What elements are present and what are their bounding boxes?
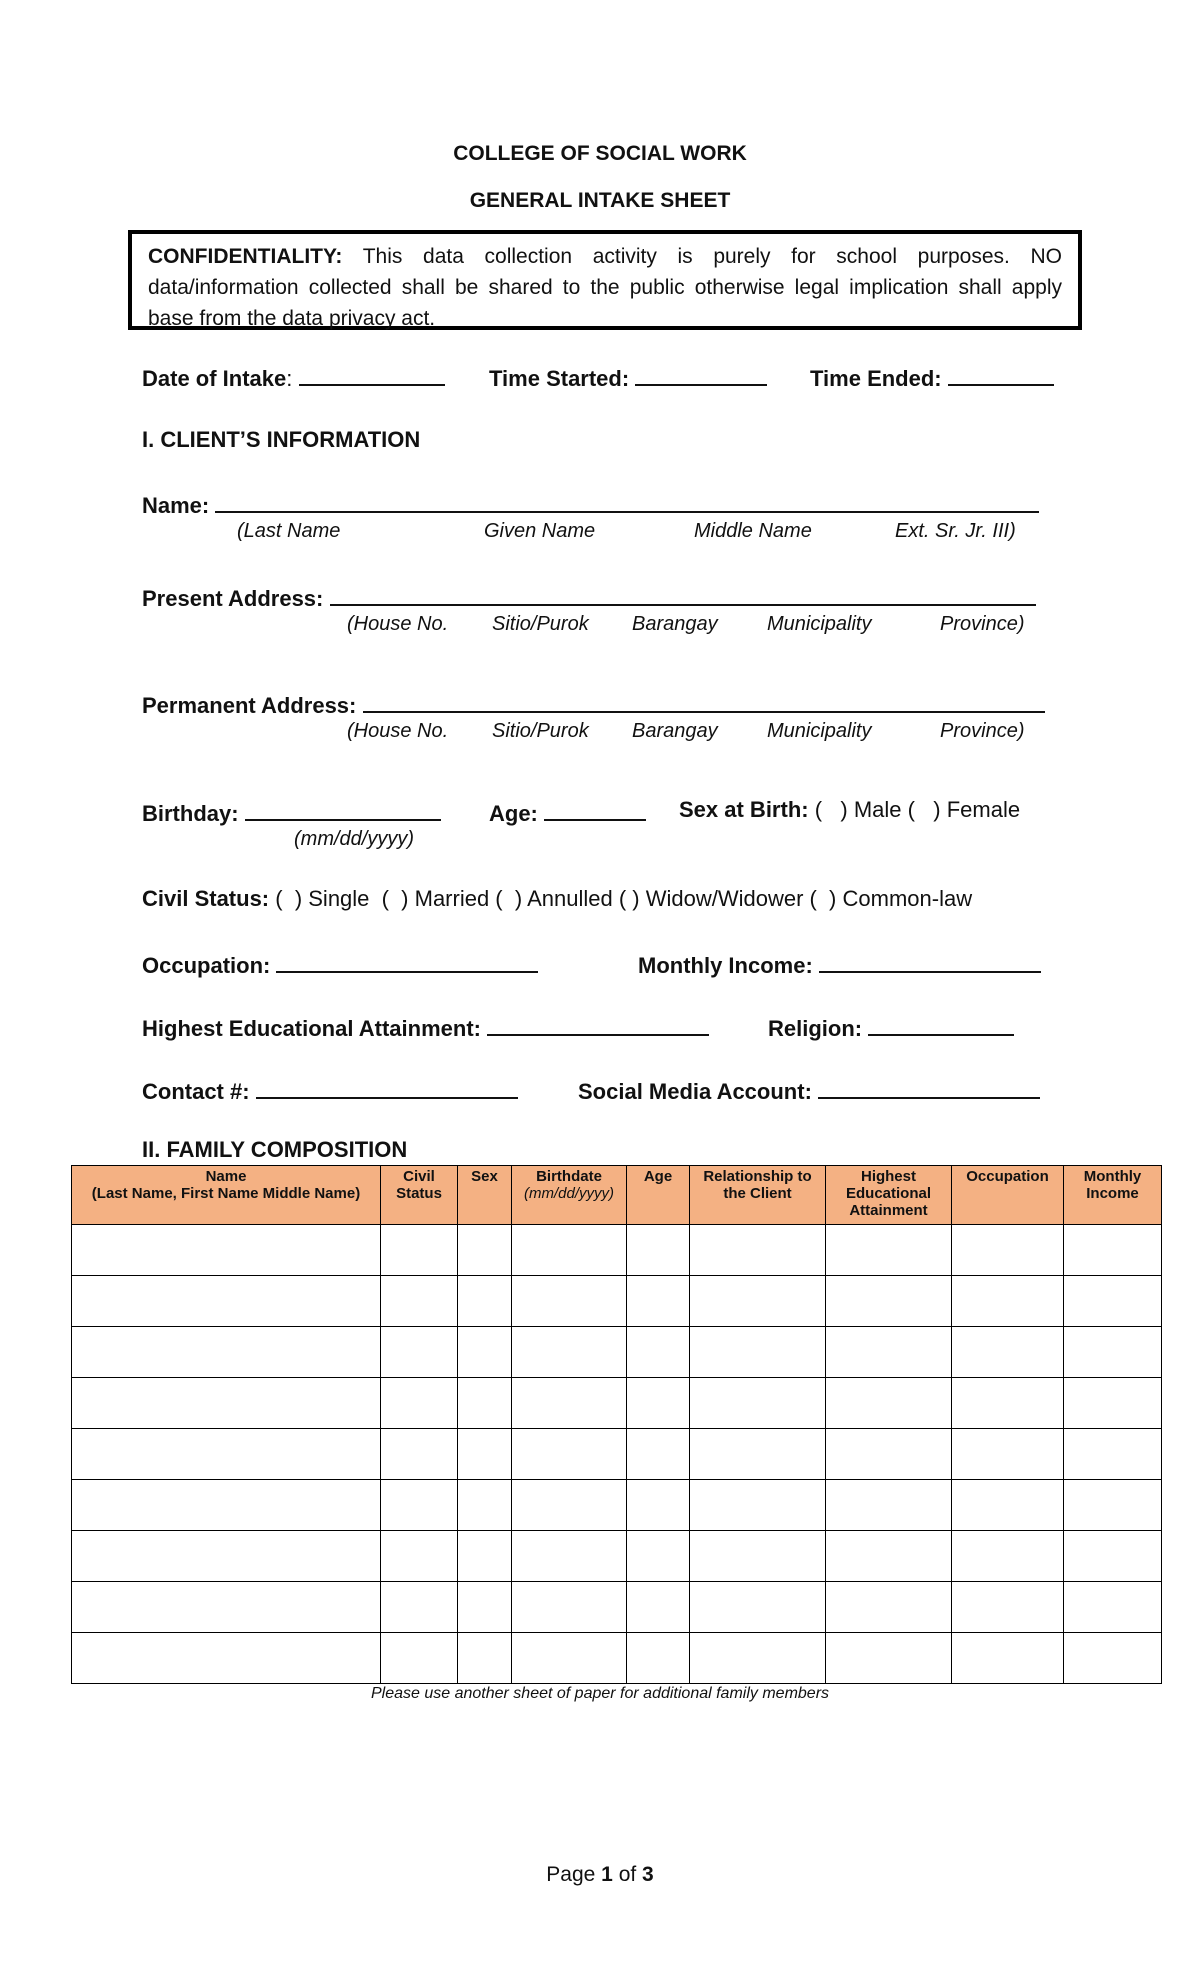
table-cell[interactable] <box>690 1429 826 1480</box>
name-hint-middle: Middle Name <box>694 520 812 542</box>
family-table-header-row <box>72 1166 1162 1225</box>
name-field[interactable] <box>215 489 1039 513</box>
table-cell[interactable] <box>72 1531 381 1582</box>
table-cell[interactable] <box>381 1480 458 1531</box>
table-row <box>72 1531 1162 1582</box>
time-started-label: Time Started: <box>489 366 630 391</box>
table-cell[interactable] <box>458 1582 512 1633</box>
col-header-relationship: Relationship to the Client <box>690 1166 826 1225</box>
present-address-row <box>142 582 1036 612</box>
table-row <box>72 1429 1162 1480</box>
occupation-row <box>142 949 538 979</box>
name-hint-given: Given Name <box>484 520 596 542</box>
date-of-intake-label: Date of Intake <box>142 366 287 391</box>
time-started-field[interactable] <box>635 362 767 386</box>
age-row <box>489 797 646 827</box>
table-cell[interactable] <box>458 1429 512 1480</box>
table-cell[interactable] <box>690 1480 826 1531</box>
table-cell[interactable] <box>826 1429 952 1480</box>
table-cell[interactable] <box>72 1582 381 1633</box>
col-header-age: Age <box>627 1166 690 1225</box>
birthday-field[interactable] <box>245 797 441 821</box>
table-cell[interactable] <box>458 1531 512 1582</box>
table-cell[interactable] <box>627 1480 690 1531</box>
table-cell[interactable] <box>826 1378 952 1429</box>
permanent-hint-province: Province) <box>940 720 1025 742</box>
table-cell[interactable] <box>627 1327 690 1378</box>
table-cell[interactable] <box>458 1225 512 1276</box>
table-cell[interactable] <box>458 1633 512 1684</box>
monthly-income-field[interactable] <box>819 949 1041 973</box>
age-field[interactable] <box>544 797 646 821</box>
name-label: Name: <box>142 493 210 518</box>
table-cell[interactable] <box>1064 1378 1162 1429</box>
monthly-income-label: Monthly Income: <box>638 953 813 978</box>
table-cell[interactable] <box>826 1633 952 1684</box>
confidentiality-box <box>128 230 1082 330</box>
permanent-address-field[interactable] <box>363 689 1045 713</box>
table-cell[interactable] <box>627 1225 690 1276</box>
date-of-intake-field[interactable] <box>299 362 445 386</box>
table-cell[interactable] <box>952 1633 1064 1684</box>
permanent-hint-house: (House No. <box>347 720 449 742</box>
table-cell[interactable] <box>381 1327 458 1378</box>
table-cell[interactable] <box>952 1480 1064 1531</box>
education-label: Highest Educational Attainment: <box>142 1016 481 1041</box>
table-cell[interactable] <box>458 1378 512 1429</box>
permanent-address-row <box>142 689 1045 719</box>
intake-date-row <box>142 362 445 392</box>
client-info-heading: I. CLIENT’S INFORMATION <box>142 427 421 452</box>
table-cell[interactable] <box>627 1378 690 1429</box>
table-cell[interactable] <box>381 1225 458 1276</box>
table-cell[interactable] <box>826 1582 952 1633</box>
religion-row <box>768 1012 1014 1042</box>
table-cell[interactable] <box>690 1531 826 1582</box>
table-cell[interactable] <box>72 1327 381 1378</box>
table-cell[interactable] <box>952 1531 1064 1582</box>
confidentiality-label: CONFIDENTIALITY: <box>148 245 343 268</box>
table-cell[interactable] <box>381 1582 458 1633</box>
table-cell[interactable] <box>1064 1225 1162 1276</box>
table-cell[interactable] <box>952 1225 1064 1276</box>
monthly-income-row <box>638 949 1041 979</box>
col-header-birthdate: Birthdate (mm/dd/yyyy) <box>512 1166 627 1225</box>
table-cell[interactable] <box>512 1276 627 1327</box>
table-cell[interactable] <box>952 1429 1064 1480</box>
table-cell[interactable] <box>72 1378 381 1429</box>
present-hint-sitio: Sitio/Purok <box>492 613 589 635</box>
table-cell[interactable] <box>690 1276 826 1327</box>
table-cell[interactable] <box>512 1531 627 1582</box>
contact-label: Contact #: <box>142 1079 250 1104</box>
present-hint-barangay: Barangay <box>632 613 718 635</box>
col-header-civil-status: Civil Status <box>381 1166 458 1225</box>
table-cell[interactable] <box>72 1429 381 1480</box>
contact-row <box>142 1075 518 1105</box>
table-cell[interactable] <box>458 1327 512 1378</box>
occupation-label: Occupation: <box>142 953 271 978</box>
col-header-occupation: Occupation <box>952 1166 1064 1225</box>
family-table-body <box>72 1225 1162 1684</box>
permanent-hint-sitio: Sitio/Purok <box>492 720 589 742</box>
education-field[interactable] <box>487 1012 709 1036</box>
time-ended-field[interactable] <box>948 362 1054 386</box>
sex-row <box>679 797 1020 823</box>
name-hint-last: (Last Name <box>237 520 341 542</box>
table-cell[interactable] <box>690 1633 826 1684</box>
table-cell[interactable] <box>1064 1582 1162 1633</box>
table-cell[interactable] <box>826 1225 952 1276</box>
age-label: Age: <box>489 801 538 826</box>
occupation-field[interactable] <box>276 949 538 973</box>
table-cell[interactable] <box>826 1276 952 1327</box>
family-table-note: Please use another sheet of paper for additional family members <box>370 1685 830 1702</box>
present-hint-province: Province) <box>940 613 1025 635</box>
sex-label: Sex at Birth: <box>679 797 809 822</box>
col-header-monthly-income: Monthly Income <box>1064 1166 1162 1225</box>
table-cell[interactable] <box>1064 1276 1162 1327</box>
table-row <box>72 1633 1162 1684</box>
permanent-hint-municipality: Municipality <box>767 720 872 742</box>
social-media-row <box>578 1075 1040 1105</box>
table-row <box>72 1582 1162 1633</box>
table-cell[interactable] <box>627 1531 690 1582</box>
table-cell[interactable] <box>690 1378 826 1429</box>
time-started-row <box>489 362 767 392</box>
col-header-sex: Sex <box>458 1166 512 1225</box>
religion-field[interactable] <box>868 1012 1014 1036</box>
table-cell[interactable] <box>627 1582 690 1633</box>
table-cell[interactable] <box>512 1633 627 1684</box>
civil-status-row <box>142 886 972 912</box>
table-cell[interactable] <box>690 1327 826 1378</box>
table-cell[interactable] <box>381 1378 458 1429</box>
table-cell[interactable] <box>690 1225 826 1276</box>
table-cell[interactable] <box>1064 1531 1162 1582</box>
table-cell[interactable] <box>458 1276 512 1327</box>
table-row <box>72 1225 1162 1276</box>
col-header-name: Name (Last Name, First Name Middle Name) <box>72 1166 381 1225</box>
table-cell[interactable] <box>72 1276 381 1327</box>
civil-status-label: Civil Status: <box>142 886 270 911</box>
table-cell[interactable] <box>381 1633 458 1684</box>
table-cell[interactable] <box>627 1633 690 1684</box>
table-cell[interactable] <box>72 1633 381 1684</box>
contact-field[interactable] <box>256 1075 518 1099</box>
table-cell[interactable] <box>627 1429 690 1480</box>
table-cell[interactable] <box>627 1276 690 1327</box>
table-cell[interactable] <box>512 1582 627 1633</box>
table-cell[interactable] <box>952 1378 1064 1429</box>
religion-label: Religion: <box>768 1016 863 1041</box>
table-cell[interactable] <box>826 1480 952 1531</box>
birthday-label: Birthday: <box>142 801 239 826</box>
table-row <box>72 1480 1162 1531</box>
family-composition-table <box>71 1165 1162 1684</box>
table-cell[interactable] <box>1064 1633 1162 1684</box>
present-address-field[interactable] <box>330 582 1036 606</box>
family-composition-heading: II. FAMILY COMPOSITION <box>142 1137 408 1162</box>
education-row <box>142 1012 709 1042</box>
college-title: COLLEGE OF SOCIAL WORK <box>453 142 747 165</box>
name-hint-ext: Ext. Sr. Jr. III) <box>895 520 1016 542</box>
present-address-label: Present Address: <box>142 586 324 611</box>
table-cell[interactable] <box>826 1531 952 1582</box>
social-media-field[interactable] <box>818 1075 1040 1099</box>
table-cell[interactable] <box>512 1378 627 1429</box>
table-cell[interactable] <box>1064 1429 1162 1480</box>
time-ended-row <box>810 362 1054 392</box>
confidentiality-text: This data collection activity is purely for school purposes. NO data/information collected shall be shared to the public otherwise legal implication shall apply base from the data privacy act. <box>148 245 1062 330</box>
social-media-label: Social Media Account: <box>578 1079 812 1104</box>
civil-status-options[interactable]: ( ) Single ( ) Married ( ) Annulled ( ) Widow/Widower ( ) Common-law <box>275 886 973 911</box>
table-cell[interactable] <box>512 1429 627 1480</box>
col-header-education: Highest Educational Attainment <box>826 1166 952 1225</box>
table-cell[interactable] <box>512 1225 627 1276</box>
table-cell[interactable] <box>381 1531 458 1582</box>
table-cell[interactable] <box>512 1480 627 1531</box>
table-cell[interactable] <box>690 1582 826 1633</box>
table-cell[interactable] <box>381 1429 458 1480</box>
table-row <box>72 1378 1162 1429</box>
table-cell[interactable] <box>512 1327 627 1378</box>
table-cell[interactable] <box>952 1582 1064 1633</box>
sex-options[interactable]: ( ) Male ( ) Female <box>814 797 1021 822</box>
time-ended-label: Time Ended: <box>810 366 942 391</box>
table-cell[interactable] <box>72 1225 381 1276</box>
table-cell[interactable] <box>72 1480 381 1531</box>
table-cell[interactable] <box>952 1276 1064 1327</box>
date-colon: : <box>286 366 293 391</box>
form-title: GENERAL INTAKE SHEET <box>469 189 731 212</box>
table-cell[interactable] <box>381 1276 458 1327</box>
table-cell[interactable] <box>1064 1327 1162 1378</box>
table-cell[interactable] <box>826 1327 952 1378</box>
present-hint-house: (House No. <box>347 613 449 635</box>
permanent-hint-barangay: Barangay <box>632 720 718 742</box>
table-cell[interactable] <box>952 1327 1064 1378</box>
permanent-address-label: Permanent Address: <box>142 693 357 718</box>
table-row <box>72 1276 1162 1327</box>
table-cell[interactable] <box>1064 1480 1162 1531</box>
birthday-row <box>142 797 441 827</box>
page-number: Page 1 of 3 <box>546 1863 654 1886</box>
name-row <box>142 489 1039 519</box>
table-cell[interactable] <box>458 1480 512 1531</box>
table-row <box>72 1327 1162 1378</box>
present-hint-municipality: Municipality <box>767 613 872 635</box>
birthday-hint: (mm/dd/yyyy) <box>294 828 414 850</box>
